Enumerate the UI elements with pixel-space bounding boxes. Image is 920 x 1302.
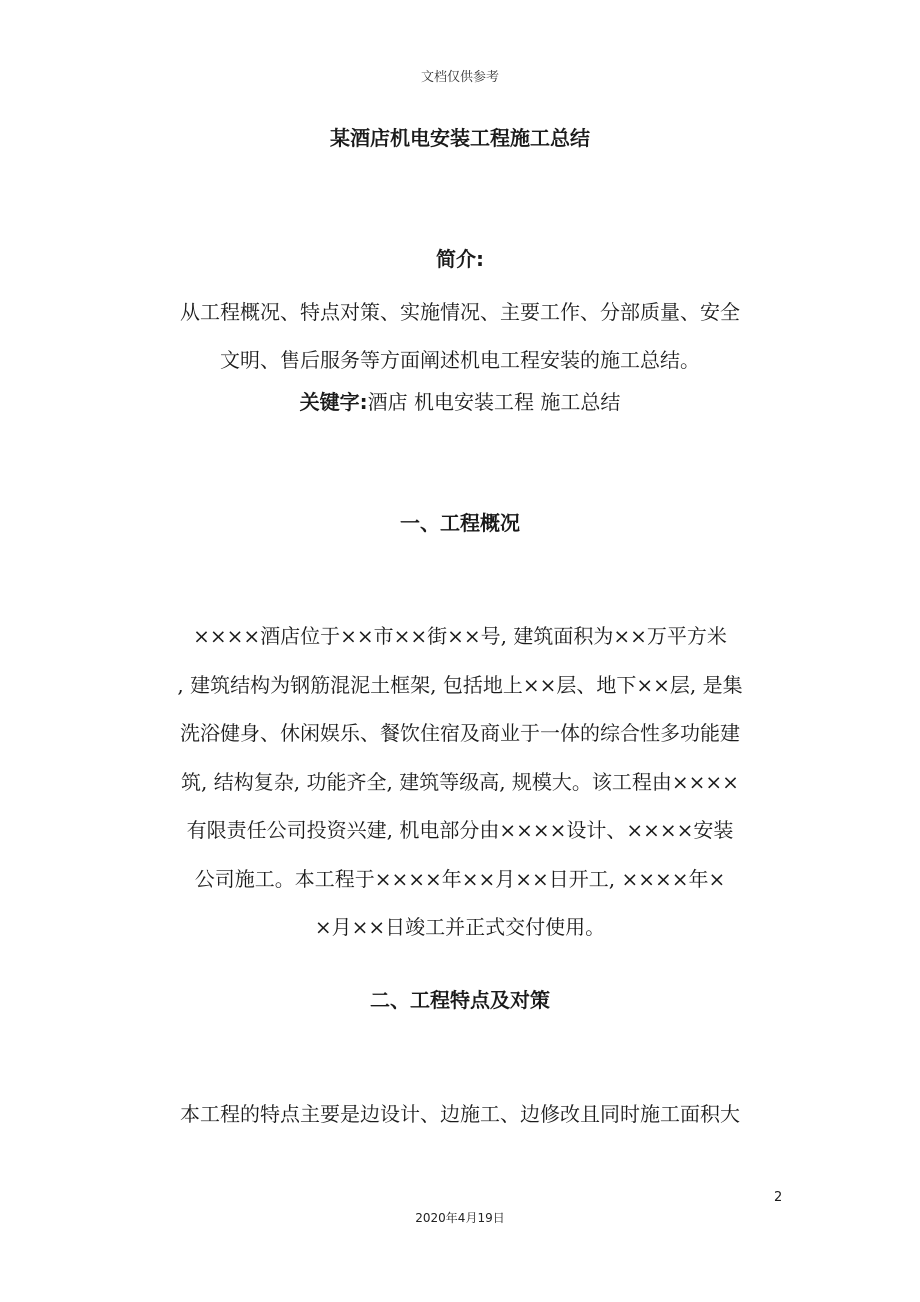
section-heading-features: 二、工程特点及对策: [370, 988, 550, 1012]
abstract-body: [140, 288, 780, 384]
paragraph-line: ××××酒店位于××市××街××号, 建筑面积为××万平方米: [193, 624, 727, 648]
page-number: 2: [774, 1190, 783, 1205]
paragraph-line: 本工程的特点主要是边设计、边施工、边修改且同时施工面积大: [180, 1102, 740, 1126]
section-heading-overview: 一、工程概况: [400, 511, 520, 535]
paragraph-line: ×月××日竣工并正式交付使用。: [314, 915, 606, 939]
footer-date: 2020年4月19日: [415, 1211, 505, 1225]
abstract-line: 从工程概况、特点对策、实施情况、主要工作、分部质量、安全: [180, 300, 740, 324]
paragraph-line: , 建筑结构为钢筋混泥土框架, 包括地上××层、地下××层, 是集: [177, 672, 743, 697]
keywords-line: [140, 384, 780, 420]
features-paragraph: [140, 1090, 780, 1139]
paragraph-line: 洗浴健身、休闲娱乐、餐饮住宿及商业于一体的综合性多功能建: [180, 721, 740, 745]
document-title: 某酒店机电安装工程施工总结: [330, 126, 590, 150]
paragraph-line: 有限责任公司投资兴建, 机电部分由××××设计、××××安装: [186, 818, 734, 842]
overview-paragraph: [140, 612, 780, 952]
header-note: 文档仅供参考: [420, 70, 499, 85]
paragraph-line: 筑, 结构复杂, 功能齐全, 建筑等级高, 规模大。该工程由××××: [181, 769, 739, 794]
keywords-label: 关键字:: [299, 390, 368, 414]
paragraph-line: 公司施工。本工程于××××年××月××日开工, ××××年×: [194, 866, 726, 891]
abstract-heading: 简介:: [436, 247, 484, 271]
keywords-value: 酒店 机电安装工程 施工总结: [367, 390, 621, 414]
abstract-line: 文明、售后服务等方面阐述机电工程安装的施工总结。: [220, 348, 700, 372]
